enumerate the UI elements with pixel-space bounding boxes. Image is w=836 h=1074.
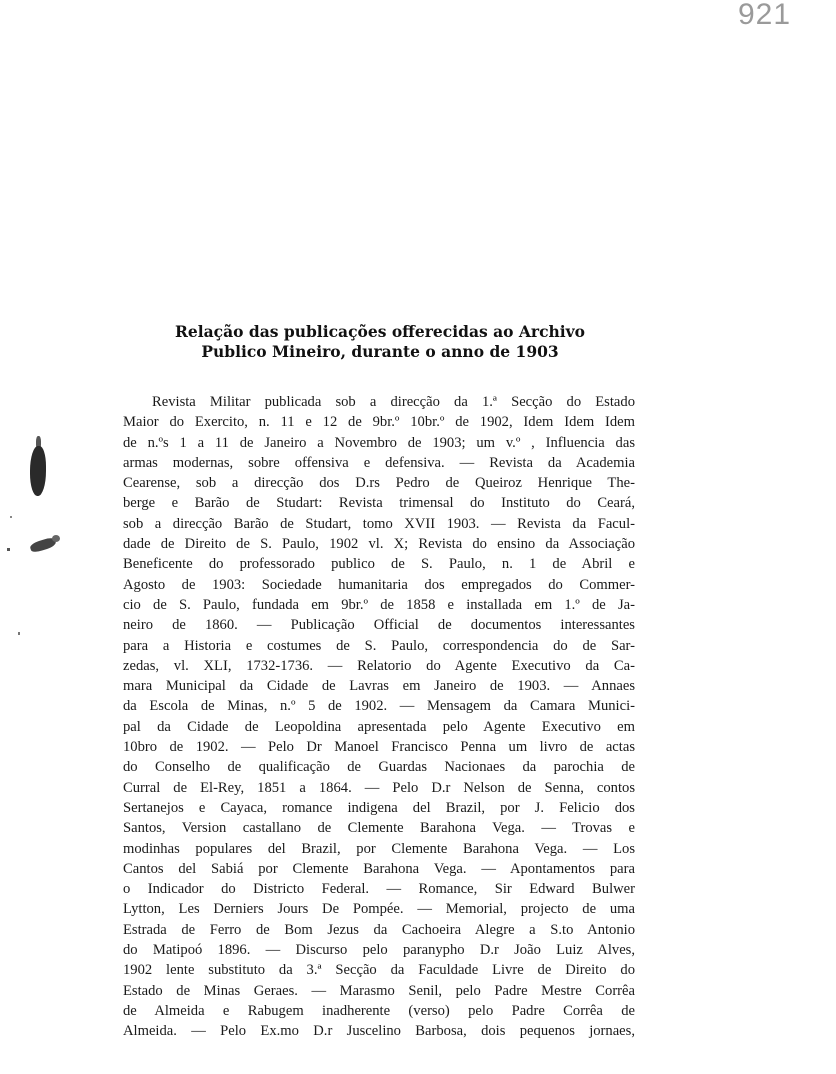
text-line: 10bro de 1902. — Pelo Dr Manoel Francisco Penna um livro de actas	[123, 739, 635, 756]
text-line: armas modernas, sobre offensiva e defensiva. — Revista da Academia	[123, 454, 635, 471]
margin-ink-mark	[30, 446, 46, 496]
text-line: Cearense, sob a direcção dos D.rs Pedro de Queiroz Henrique The-	[123, 475, 635, 492]
text-line: Revista Militar publicada sob a direcção da 1.ª Secção do Estado	[152, 394, 635, 410]
text-line: Estrada de Ferro de Bom Jezus da Cachoeira Alegre a S.to Antonio	[123, 921, 635, 938]
title-line-1: Relação das publicações offerecidas ao Archivo	[174, 322, 586, 341]
margin-ink-dot	[7, 548, 10, 551]
text-line: Sertanejos e Cayaca, romance indigena del Brazil, por J. Felicio dos	[123, 799, 635, 816]
text-line: do Conselho de qualificação de Guardas Nacionaes da parochia de	[123, 759, 635, 776]
body-paragraph	[123, 392, 635, 1042]
text-line: Agosto de 1903: Sociedade humanitaria dos empregados do Commer-	[123, 576, 635, 593]
text-line: modinhas populares del Brazil, por Clemente Barahona Vega. — Los	[123, 840, 635, 857]
text-line: berge e Barão de Studart: Revista trimensal do Instituto do Ceará,	[123, 495, 635, 512]
page-title	[110, 322, 650, 362]
text-line: Cantos del Sabiá por Clemente Barahona Vega. — Apontamentos para	[123, 860, 635, 877]
margin-ink-mark	[52, 535, 60, 542]
text-line: pal da Cidade de Leopoldina apresentada pelo Agente Executivo em	[123, 718, 635, 735]
text-line: Curral de El-Rey, 1851 a 1864. — Pelo D.r Nelson de Senna, contos	[123, 779, 635, 796]
text-line: dade de Direito de S. Paulo, 1902 vl. X; Revista do ensino da Associação	[123, 536, 635, 553]
text-line: Santos, Version castallano de Clemente Barahona Vega. — Trovas e	[123, 820, 635, 837]
text-line: da Escola de Minas, n.º 5 de 1902. — Mensagem da Camara Munici-	[123, 698, 635, 715]
text-line: Beneficente do professorado publico de S. Paulo, n. 1 de Abril e	[123, 556, 635, 573]
text-line: 1902 lente substituto da 3.ª Secção da Faculdade Livre de Direito do	[123, 962, 635, 979]
text-line: do Matipoó 1896. — Discurso pelo paranypho D.r João Luiz Alves,	[123, 942, 635, 959]
text-line: de Almeida e Rabugem inadherente (verso) pelo Padre Corrêa de	[123, 1002, 635, 1019]
text-line: Almeida. — Pelo Ex.mo D.r Juscelino Barbosa, dois pequenos jornaes,	[123, 1023, 635, 1040]
text-line: zedas, vl. XLI, 1732-1736. — Relatorio do Agente Executivo da Ca-	[123, 657, 635, 674]
margin-ink-dot	[10, 516, 12, 518]
text-line: cio de S. Paulo, fundada em 9br.º de 1858 e installada em 1.º de Ja-	[123, 596, 635, 613]
text-line: para a Historia e costumes de S. Paulo, correspondencia do de Sar-	[123, 637, 635, 654]
text-line: Estado de Minas Geraes. — Marasmo Senil, pelo Padre Mestre Corrêa	[123, 982, 635, 999]
margin-ink-dot	[18, 632, 20, 635]
title-line-2: Publico Mineiro, durante o anno de 1903	[201, 342, 559, 361]
text-line: mara Municipal da Cidade de Lavras em Janeiro de 1903. — Annaes	[123, 678, 635, 695]
page-number: 921	[738, 0, 792, 31]
text-line: o Indicador do Districto Federal. — Romance, Sir Edward Bulwer	[123, 881, 635, 898]
text-line: sob a direcção Barão de Studart, tomo XVII 1903. — Revista da Facul-	[123, 515, 635, 532]
text-line: neiro de 1860. — Publicação Official de documentos interessantes	[123, 617, 635, 634]
text-line: de n.ºs 1 a 11 de Janeiro a Novembro de 1903; um v.º , Influencia das	[123, 434, 635, 451]
text-line: Maior do Exercito, n. 11 e 12 de 9br.º 10br.º de 1902, Idem Idem Idem	[123, 414, 635, 431]
text-line: Lytton, Les Derniers Jours De Pompée. — Memorial, projecto de uma	[123, 901, 635, 918]
